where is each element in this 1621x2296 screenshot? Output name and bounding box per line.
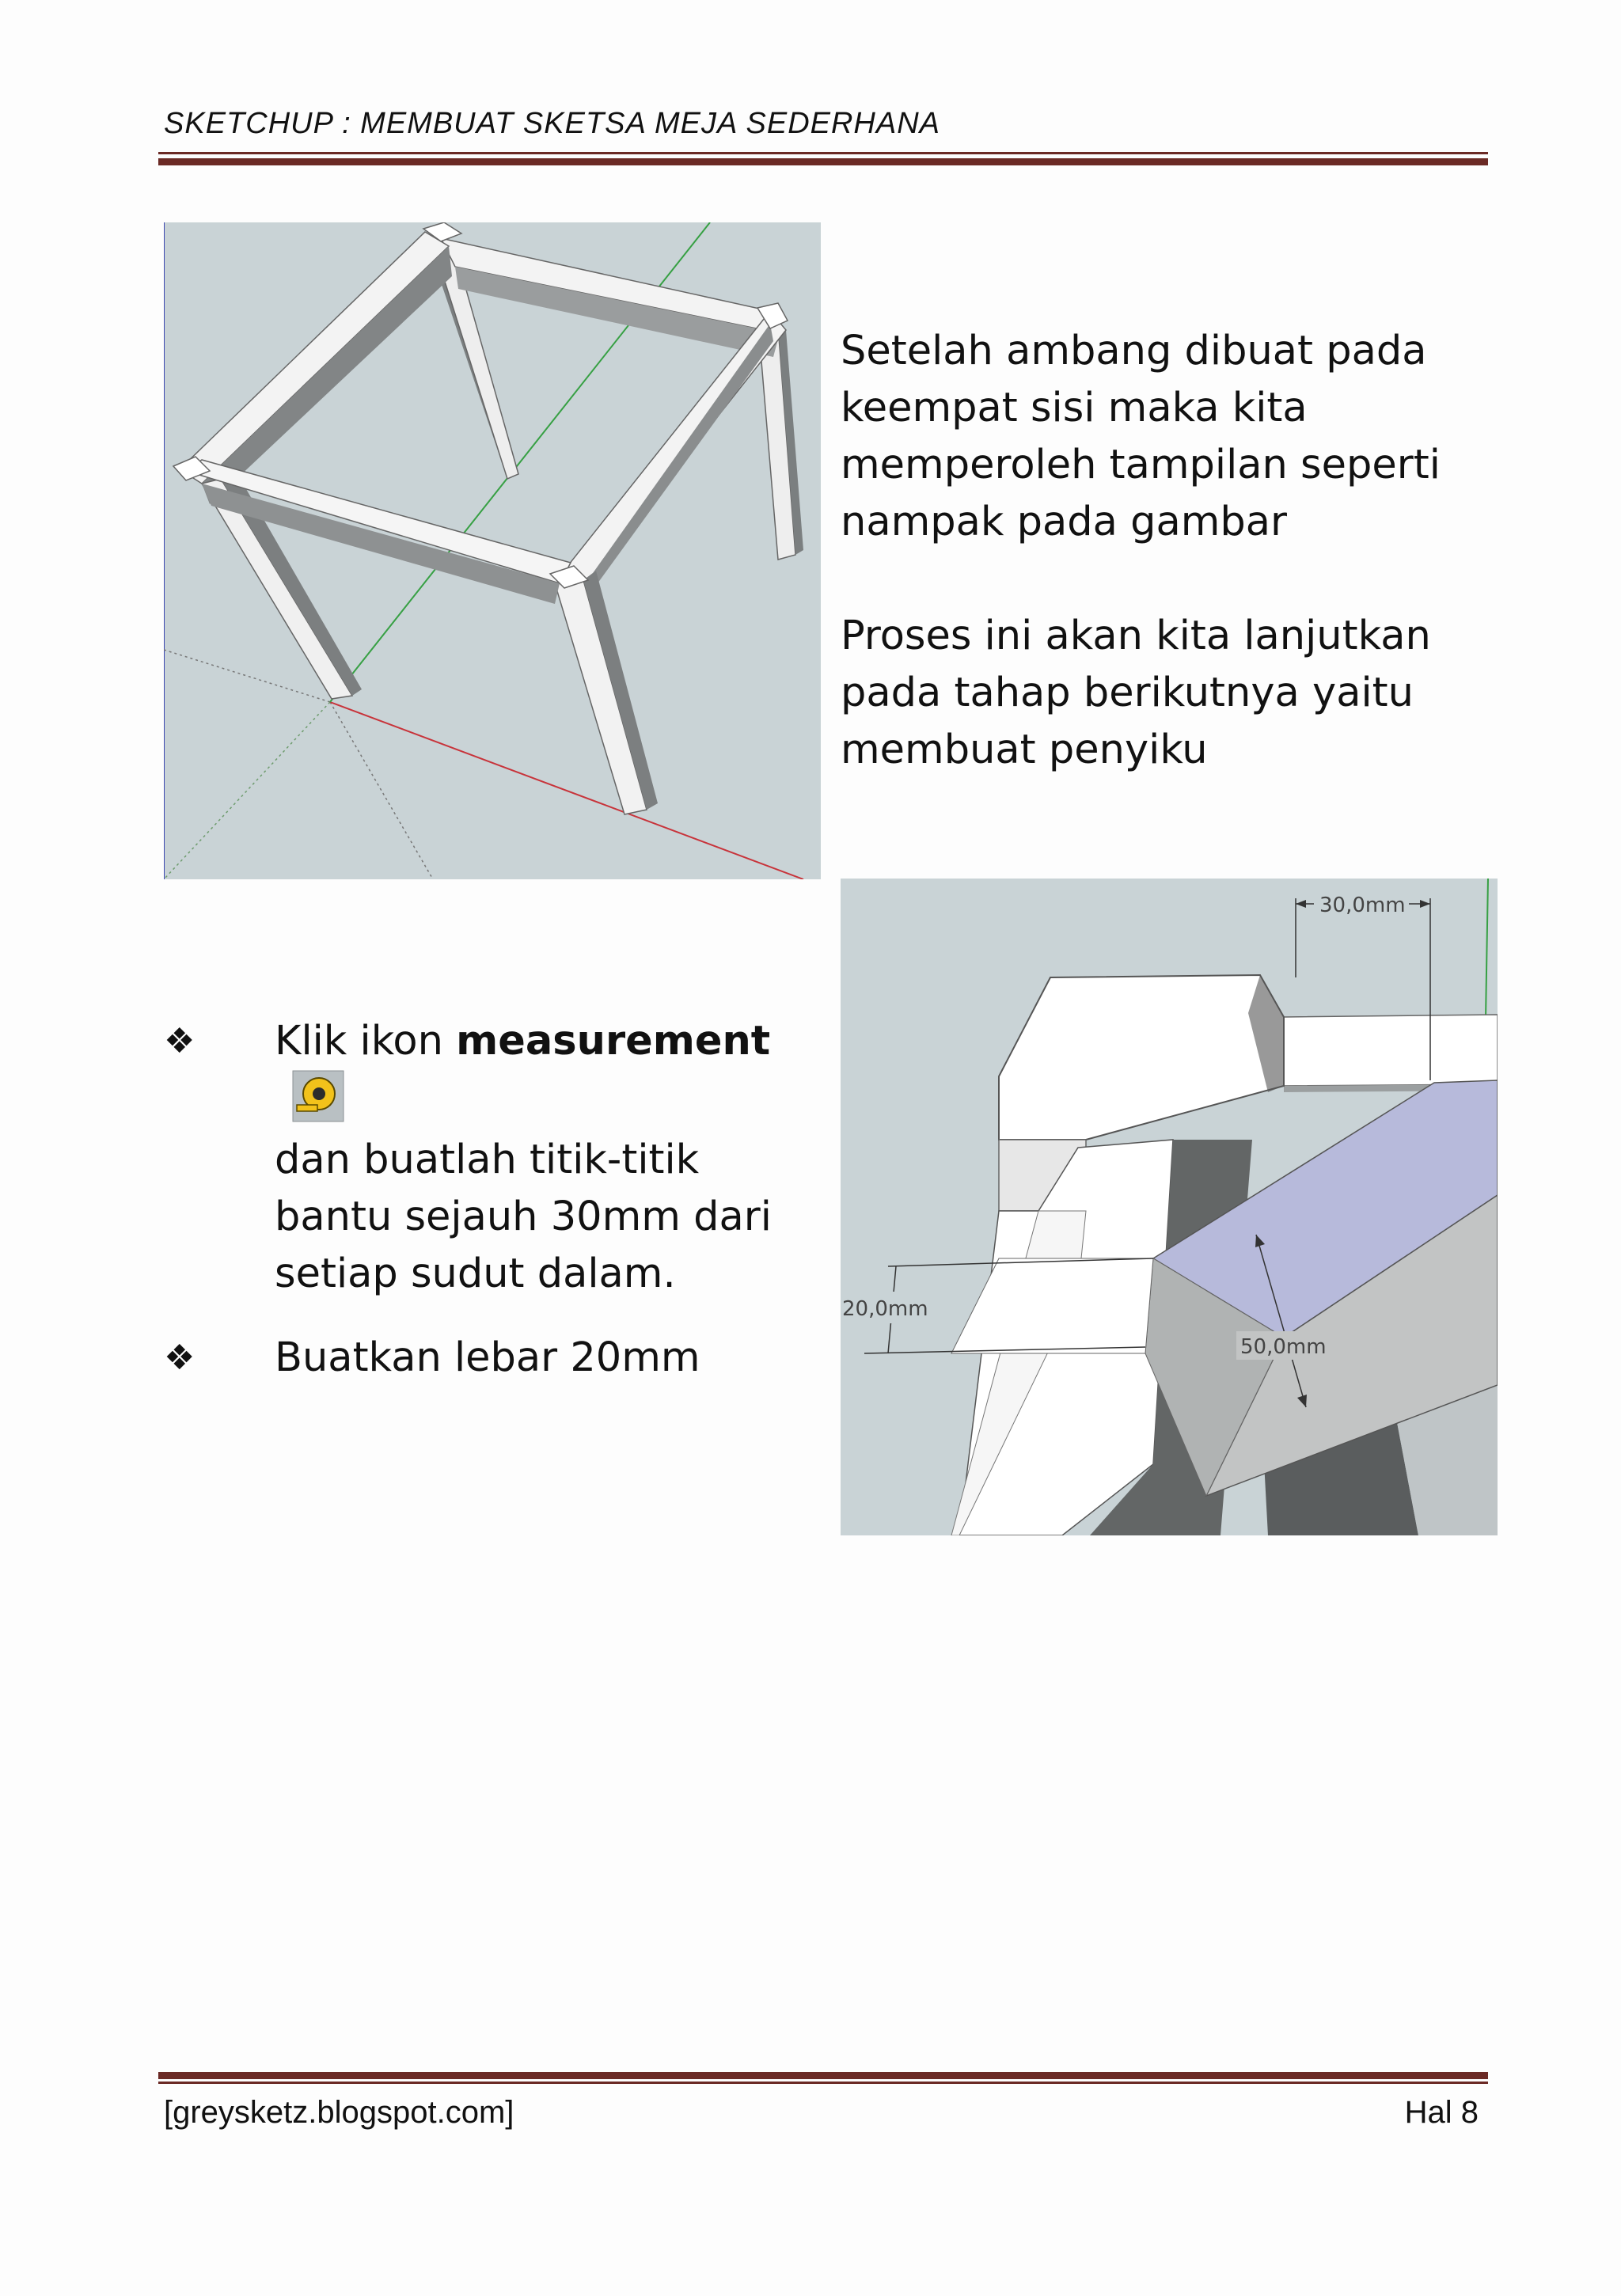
next-line: pada tahap berikutnya yaitu — [841, 670, 1414, 716]
header-rule-thin — [158, 152, 1488, 154]
intro-line: memperoleh tampilan seperti — [841, 442, 1441, 488]
intro-line: nampak pada gambar — [841, 499, 1287, 545]
intro-paragraph — [841, 323, 1441, 551]
dim-top-label: 30,0mm — [1319, 894, 1406, 917]
bullet-diamond-icon: ❖ — [164, 1338, 196, 1378]
table-frame-figure — [164, 222, 821, 879]
page-header-title: SKETCHUP : MEMBUAT SKETSA MEJA SEDERHANA — [164, 107, 941, 140]
footer-rule-thin — [158, 2082, 1488, 2084]
footer-site: [greysketz.blogspot.com] — [164, 2095, 514, 2130]
step-width — [164, 1330, 813, 1387]
footer-rule-thick — [158, 2072, 1488, 2079]
next-line: Proses ini akan kita lanjutkan — [841, 613, 1431, 659]
dim-diag-label: 50,0mm — [1240, 1335, 1327, 1359]
header-rule-thick — [158, 158, 1488, 165]
next-line: membuat penyiku — [841, 727, 1208, 773]
step-measurement — [164, 1013, 813, 1303]
tape-measure-icon — [292, 1070, 344, 1122]
dim-left-label: 20,0mm — [842, 1297, 928, 1321]
footer-page-number: Hal 8 — [1404, 2095, 1479, 2130]
intro-line: keempat sisi maka kita — [841, 385, 1308, 431]
bullet-diamond-icon: ❖ — [164, 1021, 196, 1061]
step-bold-term: measurement — [456, 1018, 771, 1065]
intro-line: Setelah ambang dibuat pada — [841, 328, 1427, 374]
measurement-closeup-figure — [841, 879, 1498, 1535]
step-text: Klik ikon — [275, 1018, 457, 1065]
step-text: Buatkan lebar 20mm — [275, 1334, 700, 1381]
step-text-continued: dan buatlah titik-titik bantu sejauh 30mm dari setiap sudut dalam. — [275, 1137, 772, 1297]
steps-list — [164, 1013, 813, 1414]
next-step-paragraph — [841, 608, 1431, 779]
